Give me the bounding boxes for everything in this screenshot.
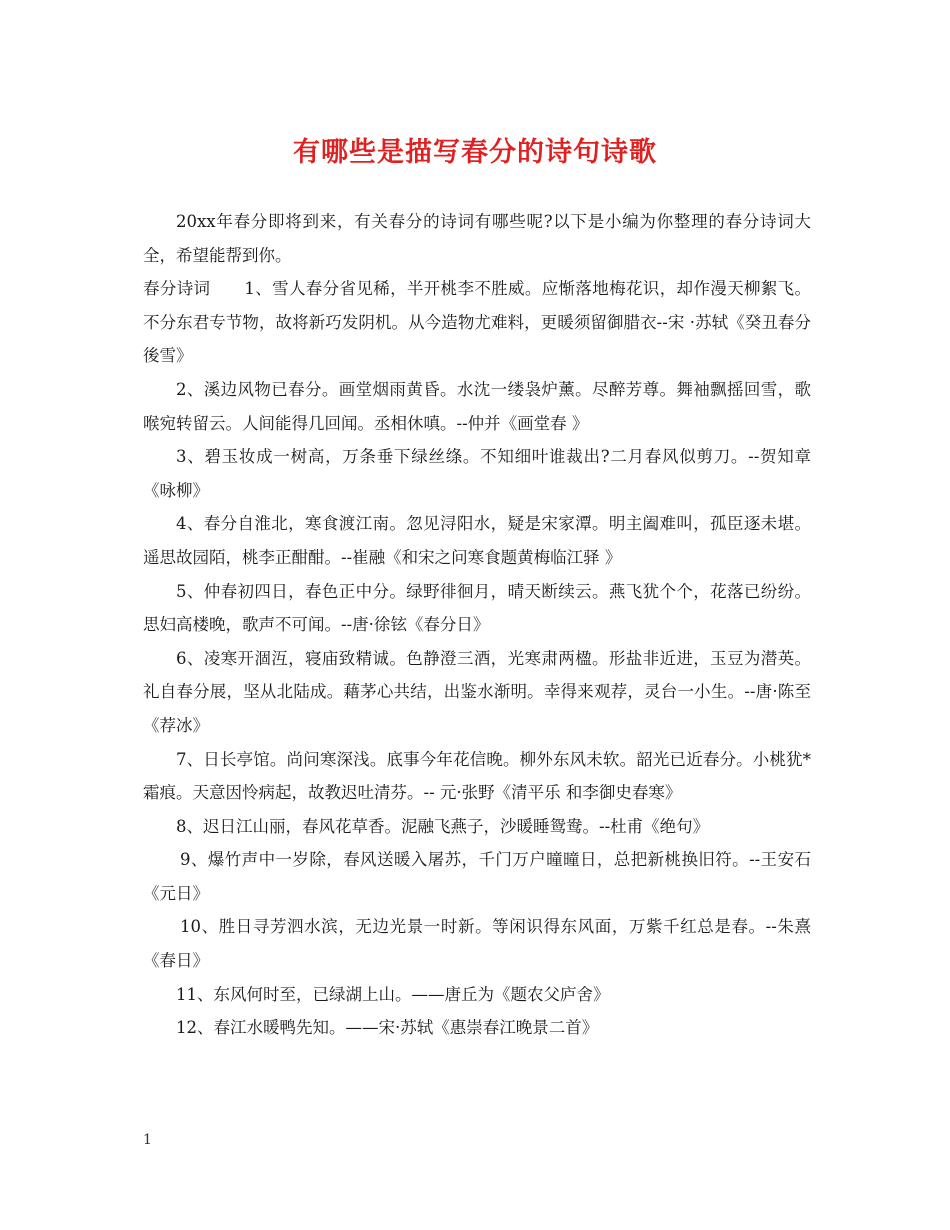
poem-text-1: 1、雪人春分省见稀，半开桃李不胜威。应惭落地梅花识，却作漫天柳絮飞。不分东君专节物，故将新巧发阴机。从今造物尤难料，更暖须留御腊衣--宋 ·苏轼《癸丑春分後雪》 [143,279,811,366]
poem-paragraph-2: 2、溪边风物已春分。画堂烟雨黄昏。水沈一缕袅炉薰。尽醉芳尊。舞袖飘摇回雪，歌喉宛转留云。人间能得几回闻。丞相休嗔。--仲并《画堂春 》 [143,379,811,433]
section-label: 春分诗词 [143,279,211,299]
intro-paragraph: 20xx年春分即将到来，有关春分的诗词有哪些呢?以下是小编为你整理的春分诗词大全，希望能帮到你。 [143,212,811,265]
poem-paragraph-12: 12、春江水暖鸭先知。——宋·苏轼《惠崇春江晚景二首》 [176,1018,599,1038]
poem-paragraph-1 [143,272,811,373]
poem-paragraph-8: 8、迟日江山丽，春风花草香。泥融飞燕子，沙暖睡鸳鸯。--杜甫《绝句》 [176,816,710,836]
poem-paragraph-5: 5、仲春初四日，春色正中分。绿野徘徊月，晴天断续云。燕飞犹个个，花落已纷纷。思妇高楼晚，歌声不可闻。--唐·徐铉《春分日》 [143,581,811,635]
poem-paragraph-9: 9、爆竹声中一岁除，春风送暖入屠苏，千门万户曈曈日，总把新桃换旧符。--王安石《元日》 [143,850,811,903]
poem-paragraph-6: 6、凌寒开涸沍，寝庙致精诚。色静澄三酒，光寒肃两楹。形盐非近进，玉豆为潜英。礼自春分展，坚从北陆成。藉茅心共结，出鉴水渐明。幸得来观荐，灵台一小生。--唐·陈至《荐冰》 [143,648,811,735]
poem-paragraph-3: 3、碧玉妆成一树高，万条垂下绿丝绦。不知细叶谁裁出?二月春风似剪刀。--贺知章《咏柳》 [143,447,811,500]
document-body [143,205,811,1045]
poem-paragraph-4: 4、春分自淮北，寒食渡江南。忽见浔阳水，疑是宋家潭。明主阖难叫，孤臣逐未堪。遥思故园陌，桃李正酣酣。--崔融《和宋之问寒食题黄梅临江驿 》 [143,514,811,567]
document-title: 有哪些是描写春分的诗句诗歌 [293,137,657,168]
poem-paragraph-11: 11、东风何时至，已绿湖上山。——唐丘为《题农父庐舍》 [176,984,610,1004]
poem-paragraph-10: 10、胜日寻芳泗水滨，无边光景一时新。等闲识得东风面，万紫千红总是春。--朱熹《春日》 [143,917,811,971]
page-number: 1 [143,1132,152,1148]
poem-paragraph-7: 7、日长亭馆。尚问寒深浅。底事今年花信晚。柳外东风未软。韶光已近春分。小桃犹*霜痕。天意因怜病起，故教迟吐清芬。-- 元·张野《清平乐 和李御史春寒》 [143,749,811,803]
